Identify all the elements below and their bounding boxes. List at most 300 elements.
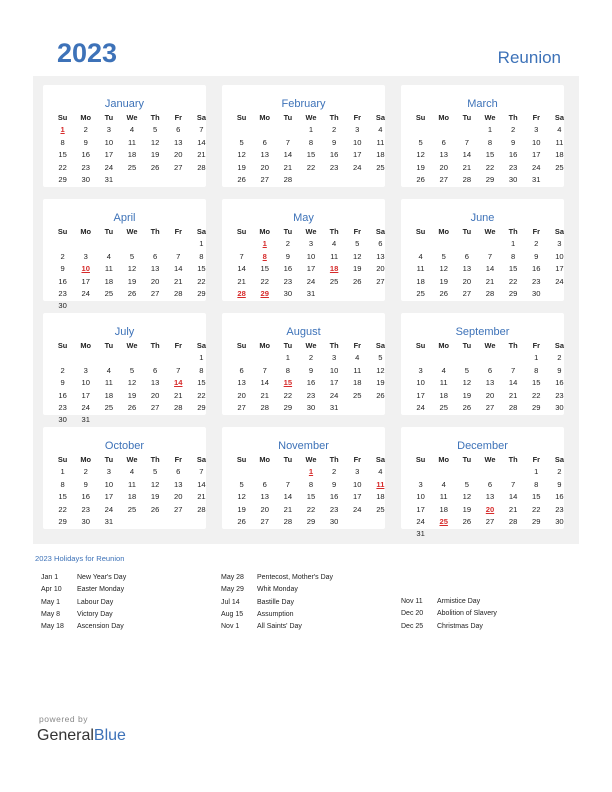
day-cell [51,238,74,250]
day-cell: 31 [104,174,114,184]
weekday-header-row [230,226,392,238]
day-cell: 19 [439,276,448,286]
day-cell: 29 [532,402,541,412]
day-cell [167,516,190,528]
day-cell: 1 [285,353,290,363]
weekday-label: Sa [554,341,564,350]
day-cell: 29 [197,288,206,298]
day-cell: 22 [58,162,67,172]
weekday-label: Tu [104,455,114,464]
weekday-label: Mo [259,113,271,122]
month-april [43,199,206,311]
day-cell: 27 [260,174,269,184]
day-cell: 18 [376,150,385,160]
weekday-label: Su [236,113,247,122]
holiday-name: Whit Monday [257,586,298,594]
day-cell: 20 [260,504,269,514]
holiday-list-item [221,586,333,598]
week-row [51,352,213,364]
day-cell: 25 [376,162,385,172]
day-cell [478,466,501,478]
day-cell [144,414,167,426]
day-cell: 4 [106,251,111,261]
day-cell [97,352,120,364]
day-cell: 26 [353,276,362,286]
day-cell: 11 [416,264,425,274]
weekday-label: Tu [462,227,472,236]
day-cell [346,174,369,186]
weekday-label: Sa [375,113,385,122]
day-cell: 20 [485,390,495,400]
day-cell: 24 [81,288,90,298]
day-cell: 21 [462,162,472,172]
day-cell: 4 [441,479,446,489]
week-row [230,479,392,491]
day-cell: 9 [83,137,88,147]
day-cell: 2 [332,125,337,135]
day-cell: 2 [557,467,562,477]
logo-blue-text: Blue [93,727,126,744]
day-cell: 1 [487,125,493,135]
day-cell: 12 [376,365,385,375]
day-cell: 12 [150,137,160,147]
weekday-label: Fr [174,455,182,464]
day-cell: 20 [174,492,183,502]
day-cell: 1 [534,467,539,477]
day-cell: 8 [308,479,314,489]
month-august [222,313,385,415]
weekday-label: Fr [353,455,361,464]
weekday-label: We [305,455,317,464]
day-cell: 22 [306,162,316,172]
day-cell [74,238,97,250]
weekday-label: Tu [462,455,472,464]
month-grid [409,226,571,300]
day-cell: 28 [197,504,206,514]
day-cell: 15 [508,264,518,274]
month-march [401,85,564,187]
weekday-label: Su [57,227,68,236]
day-cell: 2 [511,125,516,135]
day-cell [432,124,455,136]
day-cell: 23 [329,162,339,172]
day-cell: 24 [104,162,114,172]
weekday-label: Th [508,227,518,236]
weekday-label: Sa [554,455,564,464]
day-cell: 7 [176,365,181,375]
month-february [222,85,385,187]
weekday-label: We [305,113,317,122]
day-cell [502,352,525,364]
day-cell: 14 [260,378,269,388]
holiday-date: May 8 [41,610,61,618]
day-cell [74,352,97,364]
day-cell [455,352,478,364]
day-cell: 17 [353,150,362,160]
day-cell [97,300,120,312]
week-row [230,137,392,149]
day-cell: 7 [199,125,204,135]
week-row [409,162,571,174]
day-cell: 6 [378,239,383,249]
day-cell: 15 [260,264,269,274]
day-cell: 15 [532,378,541,388]
day-cell: 3 [332,353,337,363]
day-cell: 28 [485,288,495,298]
day-cell: 30 [532,288,541,298]
day-cell [548,528,571,540]
holiday-date: Aug 15 [221,610,244,618]
week-row [409,390,571,402]
day-cell: 3 [534,125,539,135]
weekday-label: We [126,455,138,464]
month-name: March [467,98,498,110]
weekday-label: Su [57,341,68,350]
month-grid [409,112,571,186]
weekday-label: Th [329,341,339,350]
day-cell: 13 [150,264,160,274]
day-cell: 3 [83,251,88,261]
day-cell: 17 [104,150,114,160]
day-cell: 26 [127,288,137,298]
day-cell: 5 [129,365,135,375]
day-cell: 13 [260,150,269,160]
month-name: June [470,212,495,224]
week-row [51,390,213,402]
day-cell: 6 [487,365,493,375]
day-cell: 4 [129,467,135,477]
weekday-label: Th [508,455,518,464]
week-row [51,288,213,300]
day-cell: 5 [239,137,244,147]
month-october [43,427,206,529]
holiday-date: Nov 1 [221,623,240,631]
week-row [51,124,213,136]
day-cell [323,174,346,186]
week-row [409,174,571,186]
day-cell: 22 [306,504,316,514]
holiday-day-cell: 10 [81,264,90,274]
weekday-label: Mo [80,455,92,464]
day-cell: 28 [174,288,183,298]
month-grid [409,340,571,414]
week-row [230,288,392,300]
holiday-day-cell: 18 [329,264,339,274]
weekday-label: Mo [438,113,450,122]
holiday-date: May 1 [41,598,61,606]
day-cell: 12 [127,264,137,274]
day-cell: 17 [416,504,425,514]
day-cell: 24 [306,276,316,286]
day-cell: 26 [439,288,448,298]
day-cell: 25 [376,504,385,514]
weekday-label: Tu [283,455,293,464]
holiday-date: Dec 25 [401,622,424,630]
holiday-list-item [221,611,333,623]
day-cell: 12 [150,479,160,489]
weekday-header-row [409,226,571,238]
day-cell: 14 [462,150,472,160]
day-cell: 21 [260,390,269,400]
weekday-label: Sa [196,341,206,350]
day-cell: 6 [441,137,446,147]
day-cell [74,300,97,312]
day-cell: 30 [81,516,90,526]
week-row [230,124,392,136]
week-row [409,402,571,414]
week-row [230,238,392,250]
day-cell: 7 [285,479,290,489]
day-cell [502,466,525,478]
day-cell: 26 [127,402,137,412]
day-cell: 9 [332,479,337,489]
day-cell: 7 [239,251,244,261]
day-cell: 6 [176,125,181,135]
day-cell: 17 [329,378,339,388]
day-cell: 14 [283,150,293,160]
weekday-label: Mo [259,455,271,464]
holiday-name: Abolition of Slavery [437,610,497,618]
week-row [51,162,213,174]
month-name: February [281,98,326,110]
week-row [409,516,571,528]
day-cell: 9 [332,137,337,147]
day-cell: 22 [532,390,541,400]
day-cell: 18 [416,276,425,286]
day-cell [230,466,253,478]
holiday-list-column-3 [401,598,497,635]
day-cell: 7 [262,365,267,375]
day-cell: 23 [555,504,564,514]
day-cell: 4 [557,125,562,135]
day-cell: 13 [439,150,448,160]
weekday-label: Fr [532,341,540,350]
day-cell: 26 [462,402,472,412]
month-grid [230,454,392,528]
day-cell: 25 [416,288,425,298]
weekday-label: Fr [353,227,361,236]
week-row [409,238,571,250]
weekday-label: Th [329,227,339,236]
holiday-list-item [221,623,333,635]
day-cell: 5 [418,137,423,147]
day-cell: 18 [104,390,114,400]
weekday-label: We [305,227,317,236]
week-row [51,491,213,503]
day-cell: 30 [555,402,564,412]
weekday-label: Mo [259,227,271,236]
day-cell: 16 [283,264,293,274]
day-cell [478,238,501,250]
weekday-label: Tu [104,341,114,350]
day-cell [455,124,478,136]
day-cell: 13 [260,492,269,502]
generalblue-logo[interactable] [37,727,126,745]
day-cell: 4 [378,125,383,135]
day-cell: 21 [197,150,206,160]
day-cell: 10 [416,378,425,388]
holiday-name: All Saints' Day [257,623,302,631]
week-row [51,300,213,312]
day-cell: 1 [511,239,516,249]
day-cell: 7 [176,251,181,261]
holiday-name: New Year's Day [77,574,127,581]
day-cell: 5 [464,365,469,375]
month-grid [51,226,213,313]
month-grid [51,112,213,186]
month-name: October [104,440,145,452]
weekday-header-row [230,112,392,124]
holiday-day-cell: 8 [262,251,267,261]
weekday-label: Sa [375,341,385,350]
day-cell [346,402,369,414]
day-cell [120,300,143,312]
day-cell: 14 [485,264,495,274]
day-cell [409,352,432,364]
day-cell [432,352,455,364]
day-cell: 2 [83,467,88,477]
weekday-label: Su [57,113,68,122]
month-grid [230,340,392,414]
day-cell: 11 [555,137,564,147]
day-cell: 25 [104,288,114,298]
weekday-label: Th [150,455,160,464]
week-row [51,516,213,528]
weekday-label: We [305,341,317,350]
day-cell: 2 [308,353,314,363]
week-row [51,174,213,186]
day-cell: 13 [174,137,183,147]
holiday-day-cell: 1 [262,239,267,249]
day-cell: 30 [283,288,293,298]
day-cell: 1 [199,353,204,363]
weekday-header-row [51,112,213,124]
week-row [51,137,213,149]
day-cell: 21 [237,276,246,286]
day-cell: 6 [176,467,181,477]
day-cell [369,174,392,186]
day-cell: 15 [197,264,206,274]
week-row [51,263,213,275]
weekday-label: Mo [438,455,450,464]
day-cell: 16 [532,264,541,274]
day-cell: 11 [104,378,113,388]
day-cell [144,516,167,528]
day-cell: 28 [283,174,293,184]
day-cell: 6 [487,479,493,489]
day-cell: 22 [197,276,206,286]
day-cell: 25 [555,162,564,172]
month-december [401,427,564,539]
day-cell: 26 [462,516,472,526]
day-cell [253,124,276,136]
day-cell: 2 [83,125,88,135]
day-cell: 27 [485,402,495,412]
weekday-label: Sa [196,455,206,464]
day-cell: 23 [58,402,67,412]
day-cell: 19 [416,162,425,172]
day-cell: 18 [353,378,362,388]
day-cell [253,466,276,478]
day-cell: 8 [199,251,204,261]
day-cell: 19 [376,378,385,388]
day-cell [502,528,525,540]
day-cell [276,466,299,478]
day-cell: 20 [150,390,160,400]
day-cell: 11 [128,137,136,147]
week-row [230,377,392,389]
day-cell: 26 [376,390,385,400]
week-row [409,491,571,503]
weekday-label: Tu [283,227,293,236]
weekday-label: We [126,113,138,122]
week-row [51,238,213,250]
day-cell: 26 [150,504,160,514]
day-cell: 4 [129,125,135,135]
day-cell: 25 [439,402,448,412]
day-cell: 23 [81,504,90,514]
day-cell: 14 [237,264,246,274]
weekday-label: Su [57,455,68,464]
day-cell: 23 [58,288,67,298]
week-row [409,377,571,389]
weekday-label: We [484,227,496,236]
weekday-label: Fr [532,113,540,122]
day-cell [190,414,213,426]
weekday-label: Th [150,341,160,350]
holiday-list-column-2 [221,574,333,635]
day-cell [144,174,167,186]
week-row [230,504,392,516]
weekday-label: Mo [259,341,271,350]
holiday-day-cell: 29 [260,288,269,298]
day-cell: 17 [306,264,316,274]
day-cell: 31 [532,174,541,184]
day-cell: 18 [439,390,448,400]
day-cell: 20 [462,276,472,286]
day-cell: 30 [555,516,564,526]
month-grid [51,340,213,427]
holiday-list-column-1 [41,574,126,635]
week-row [409,137,571,149]
day-cell: 18 [104,276,114,286]
holiday-name: Armistice Day [437,598,481,605]
day-cell: 15 [58,492,67,502]
day-cell: 15 [485,150,495,160]
day-cell: 13 [485,378,495,388]
weekday-label: Mo [438,341,450,350]
day-cell: 10 [81,378,90,388]
week-row [230,251,392,263]
week-row [51,466,213,478]
day-cell: 8 [487,137,493,147]
holiday-name: Christmas Day [437,622,483,630]
weekday-label: Sa [375,227,385,236]
holiday-day-cell: 1 [60,125,65,135]
week-row [230,352,392,364]
day-cell: 14 [508,378,518,388]
day-cell [276,124,299,136]
day-cell: 14 [174,264,183,274]
weekday-label: Fr [353,113,361,122]
day-cell: 9 [557,365,562,375]
weekday-label: Su [415,227,426,236]
day-cell: 11 [353,365,362,375]
weekday-label: Su [236,227,247,236]
week-row [230,466,392,478]
day-cell: 11 [439,378,448,388]
holiday-day-cell: 25 [439,516,448,526]
